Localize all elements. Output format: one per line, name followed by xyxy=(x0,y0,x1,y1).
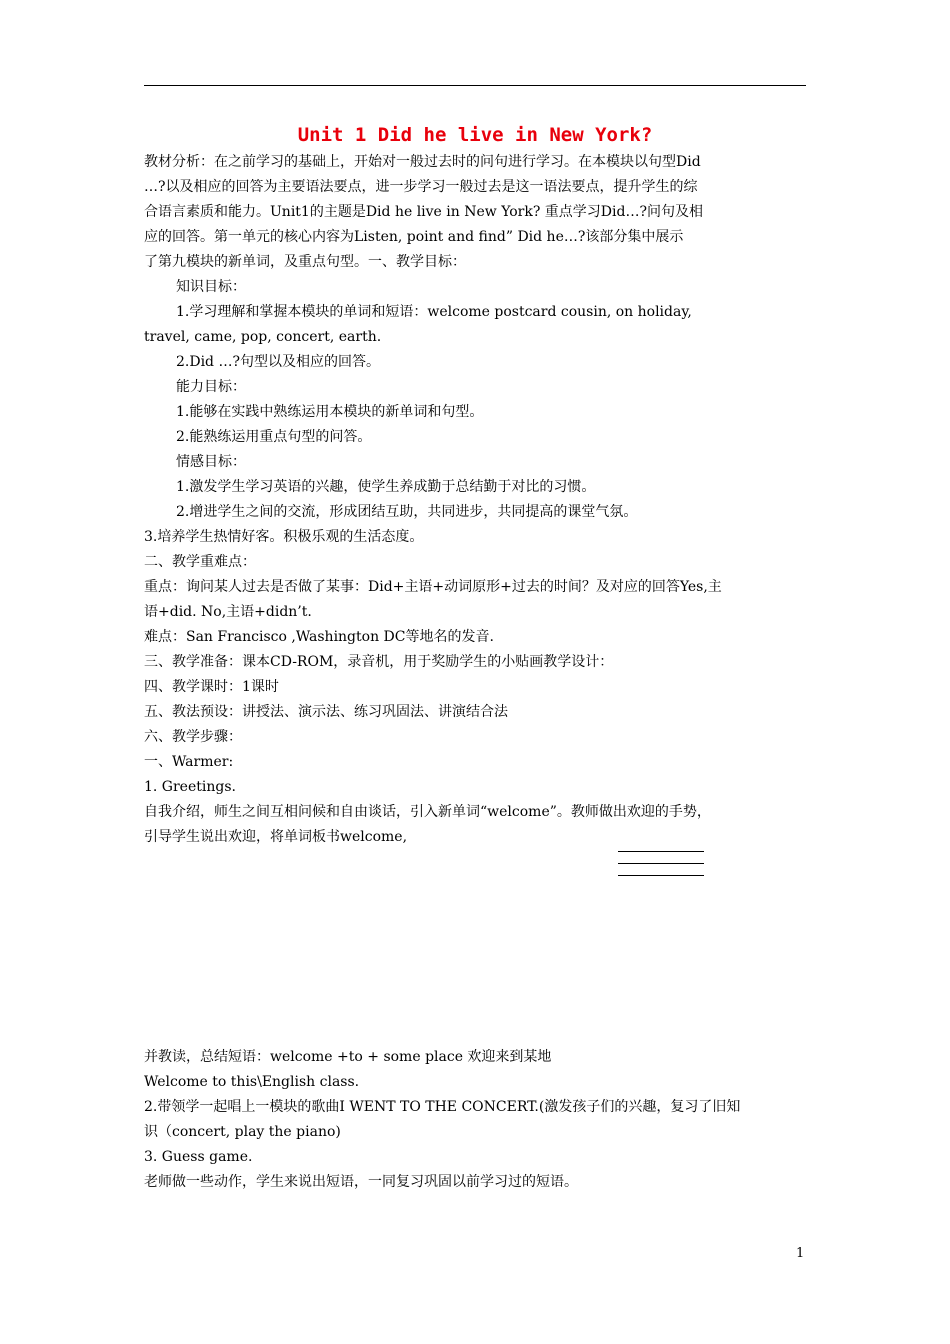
blackboard-lines xyxy=(618,851,704,887)
document-body xyxy=(144,150,814,850)
paragraph: 识（concert, play the piano) xyxy=(144,1124,341,1140)
paragraph: 重点：询问某人过去是否做了某事：Did+主语+动词原形+过去的时间？及对应的回答Yes,主 xyxy=(144,579,722,595)
paragraph: 自我介绍，师生之间互相问候和自由谈话，引入新单词“welcome”。教师做出欢迎的手势， xyxy=(144,804,711,820)
list-item: 3. Guess game. xyxy=(144,1149,253,1165)
section-heading: 能力目标： xyxy=(176,379,246,395)
section-heading: 二、教学重难点： xyxy=(144,554,256,570)
list-item: 2.增进学生之间的交流，形成团结互助，共同进步，共同提高的课堂气氛。 xyxy=(176,504,638,520)
paragraph: 2.带领学一起唱上一模块的歌曲I WENT TO THE CONCERT.(激发孩子们的兴趣，复习了旧知 xyxy=(144,1099,741,1115)
section-heading: 知识目标： xyxy=(176,279,246,295)
paragraph: 语+did. No,主语+didn’t. xyxy=(144,604,312,620)
list-item: 3.培养学生热情好客。积极乐观的生活态度。 xyxy=(144,529,424,545)
board-line xyxy=(618,875,704,876)
paragraph: 合语言素质和能力。Unit1的主题是Did he live in New York? 重点学习Did…?问句及相 xyxy=(144,204,703,220)
paragraph: 四、教学课时：1课时 xyxy=(144,679,279,695)
list-item: 1.学习理解和掌握本模块的单词和短语：welcome postcard cousin, on holiday, xyxy=(176,304,692,320)
section-heading: 六、教学步骤： xyxy=(144,729,242,745)
list-item: 1.激发学生学习英语的兴趣，使学生养成勤于总结勤于对比的习惯。 xyxy=(176,479,596,495)
paragraph: 应的回答。第一单元的核心内容为Listen, point and find” Did he…?该部分集中展示 xyxy=(144,229,684,245)
page-number: 1 xyxy=(796,1246,805,1261)
list-item: 1.能够在实践中熟练运用本模块的新单词和句型。 xyxy=(176,404,484,420)
paragraph: 三、教学准备：课本CD-ROM，录音机，用于奖励学生的小贴画教学设计： xyxy=(144,654,614,670)
paragraph: 教材分析：在之前学习的基础上，开始对一般过去时的问句进行学习。在本模块以句型Did xyxy=(144,154,701,170)
list-item: 1. Greetings. xyxy=(144,779,236,795)
board-line xyxy=(618,863,704,864)
board-line xyxy=(618,851,704,852)
document-body-continued xyxy=(144,1045,814,1195)
paragraph: 老师做一些动作，学生来说出短语，一同复习巩固以前学习过的短语。 xyxy=(144,1174,578,1190)
paragraph: 难点：San Francisco ,Washington DC等地名的发音. xyxy=(144,629,494,645)
header-rule xyxy=(144,85,806,86)
paragraph: Welcome to this\English class. xyxy=(144,1074,360,1090)
paragraph: 并教读，总结短语：welcome +to + some place 欢迎来到某地 xyxy=(144,1049,552,1065)
paragraph: 五、教法预设：讲授法、演示法、练习巩固法、讲演结合法 xyxy=(144,704,508,720)
document-title: Unit 1 Did he live in New York? xyxy=(297,124,653,146)
section-heading: 情感目标： xyxy=(176,454,246,470)
list-item: 2.能熟练运用重点句型的问答。 xyxy=(176,429,372,445)
paragraph: 了第九模块的新单词，及重点句型。一、教学目标： xyxy=(144,254,466,270)
list-item-continuation: travel, came, pop, concert, earth. xyxy=(144,329,382,345)
section-heading: 一、Warmer: xyxy=(144,754,234,770)
paragraph: 引导学生说出欢迎，将单词板书welcome, xyxy=(144,829,408,845)
paragraph: …?以及相应的回答为主要语法要点，进一步学习一般过去是这一语法要点，提升学生的综 xyxy=(144,179,698,195)
list-item: 2.Did …?句型以及相应的回答。 xyxy=(176,354,380,370)
